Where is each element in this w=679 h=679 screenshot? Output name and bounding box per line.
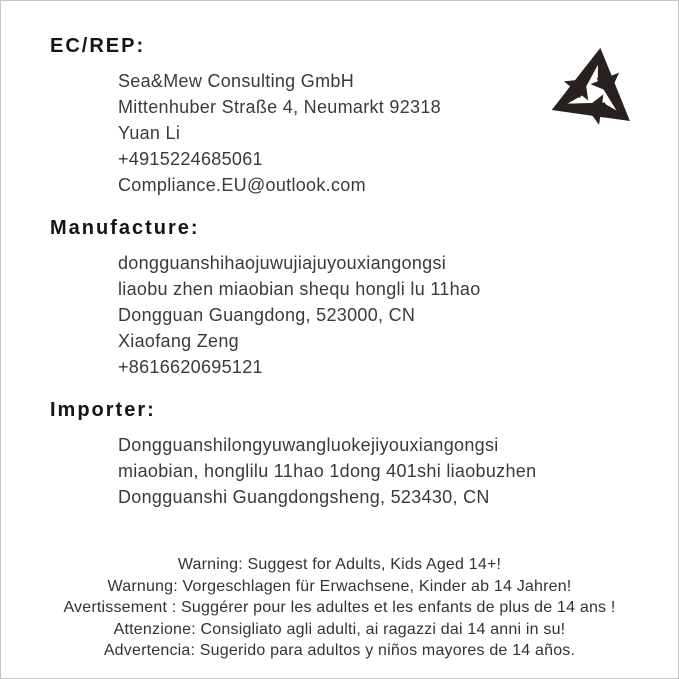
warning-fr: Avertissement : Suggérer pour les adultes et les enfants de plus de 14 ans ! — [63, 599, 616, 616]
importer-street: miaobian, honglilu 11hao 1dong 401shi liaobuzhen — [118, 461, 537, 481]
manufacture-street: liaobu zhen miaobian shequ hongli lu 11hao — [118, 279, 481, 299]
warning-es: Advertencia: Sugerido para adultos y niños mayores de 14 años. — [103, 642, 576, 659]
manufacture-contact-name: Xiaofang Zeng — [118, 331, 239, 351]
manufacture-phone: +8616620695121 — [118, 357, 263, 377]
ec-rep-phone: +4915224685061 — [118, 149, 263, 169]
importer-city: Dongguanshi Guangdongsheng, 523430, CN — [118, 487, 490, 507]
ec-rep-company: Sea&Mew Consulting GmbH — [118, 71, 354, 91]
warning-it: Attenzione: Consigliato agli adulti, ai ragazzi dai 14 anni in su! — [113, 620, 566, 638]
importer-lines — [118, 432, 679, 510]
importer-company: Dongguanshilongyuwangluokejiyouxiangongsi — [118, 435, 499, 455]
manufacture-city: Dongguan Guangdong, 523000, CN — [118, 305, 416, 325]
importer-heading: Importer: — [50, 399, 156, 421]
ec-rep-heading: EC/REP: — [50, 35, 146, 57]
recycle-icon — [536, 28, 652, 142]
ec-rep-contact-name: Yuan Li — [118, 123, 181, 143]
warning-en: Warning: Suggest for Adults, Kids Aged 14+! — [177, 556, 502, 573]
section-importer — [0, 398, 679, 510]
manufacture-heading: Manufacture: — [50, 217, 200, 239]
warning-de: Warnung: Vorgeschlagen für Erwachsene, Kinder ab 14 Jahren! — [107, 577, 572, 595]
section-manufacture — [0, 216, 679, 380]
ec-rep-address: Mittenhuber Straße 4, Neumarkt 92318 — [118, 97, 441, 117]
ec-rep-email: Compliance.EU@outlook.com — [118, 175, 366, 195]
manufacture-company: dongguanshihaojuwujiajuyouxiangongsi — [118, 253, 447, 273]
warnings-block — [0, 554, 679, 662]
manufacture-lines — [118, 250, 679, 380]
